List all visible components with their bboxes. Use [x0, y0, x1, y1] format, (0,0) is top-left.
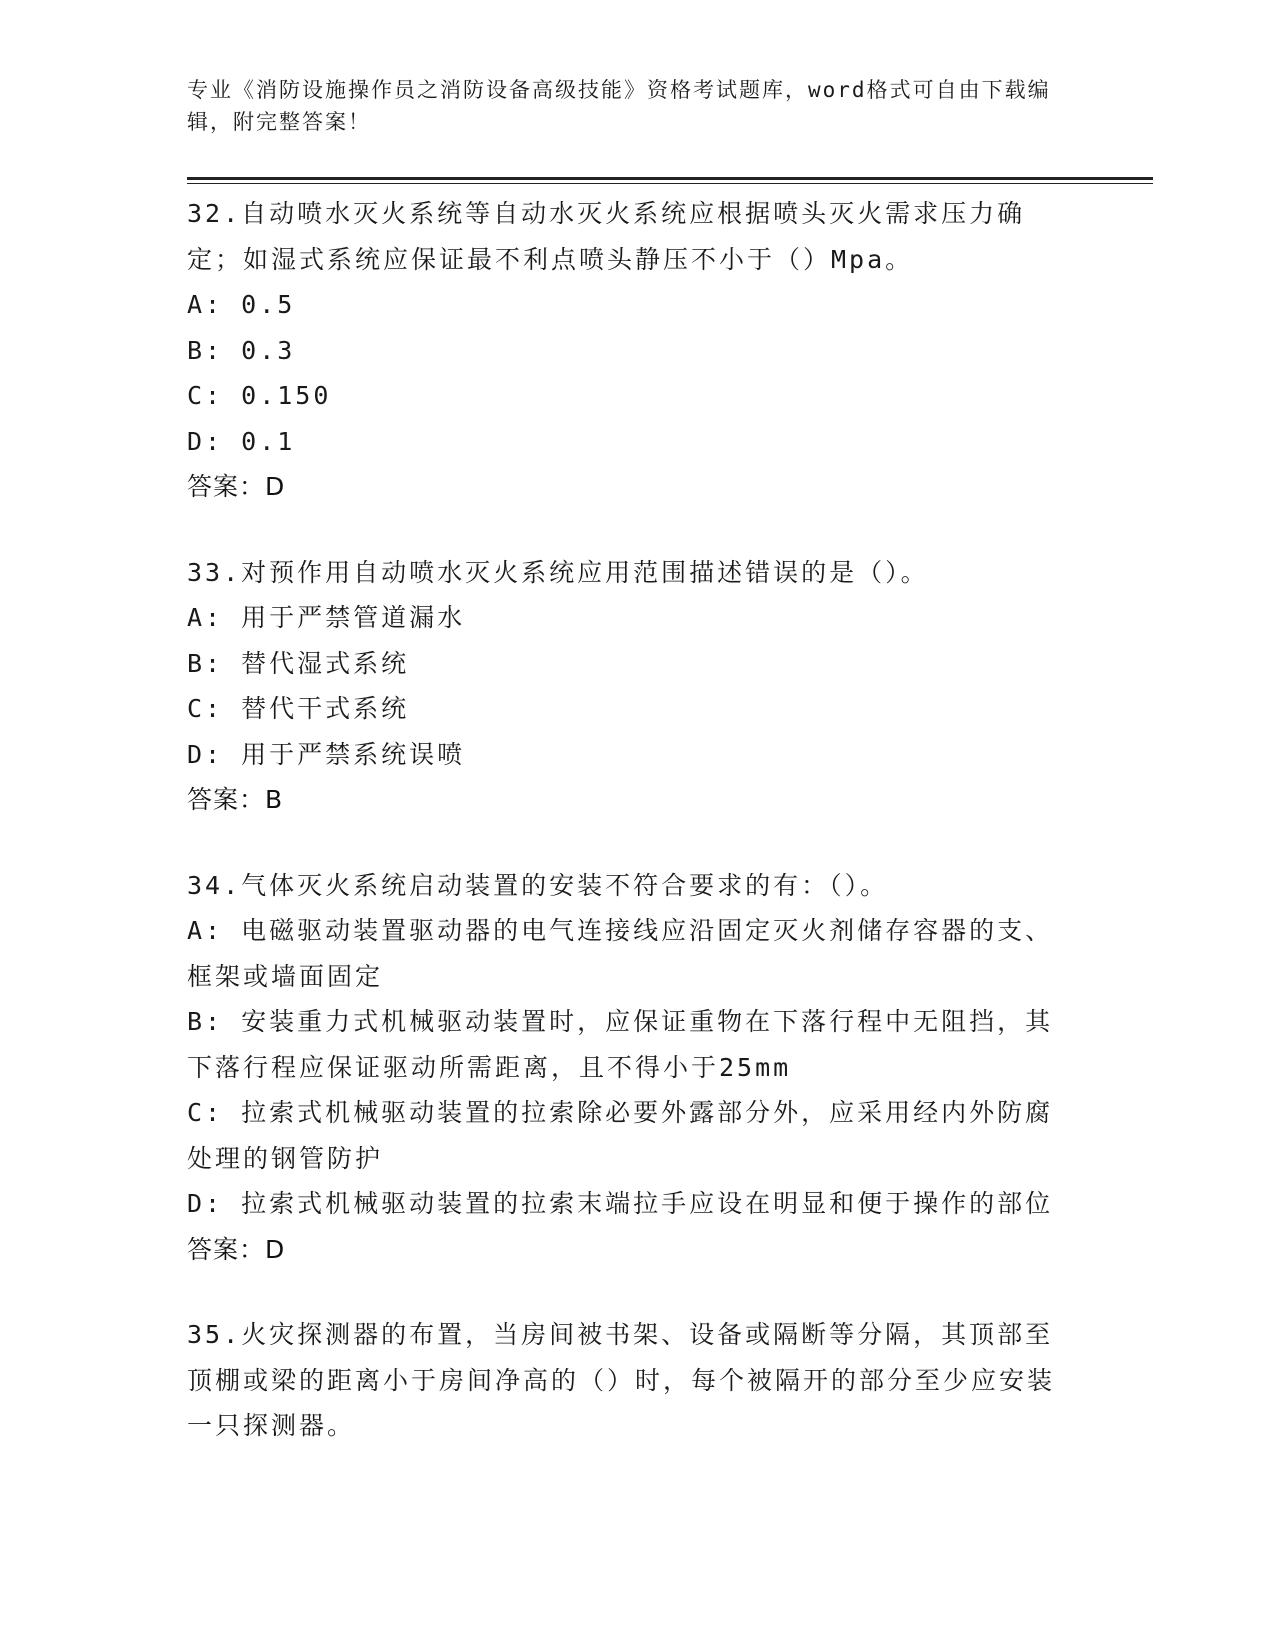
option-c: C: 替代干式系统	[187, 694, 410, 723]
option-b: B: 替代湿式系统	[187, 648, 410, 678]
question-stem: 34.气体灭火系统启动装置的安装不符合要求的有：（）。	[187, 870, 889, 900]
option-a: A: 电磁驱动装置驱动器的电气连接线应沿固定灭火剂储存容器的支、框架或墙面固定	[187, 916, 1054, 991]
document-header: 专业《消防设施操作员之消防设备高级技能》资格考试题库，word格式可自由下载编辑，附完整答案！	[187, 78, 1051, 134]
answer-line: 答案：B	[187, 785, 284, 814]
question-32	[187, 191, 1077, 510]
question-35	[187, 1312, 1077, 1449]
answer-line: 答案：D	[187, 1234, 286, 1264]
option-d: D: 拉索式机械驱动装置的拉索末端拉手应设在明显和便于操作的部位	[187, 1189, 1054, 1218]
question-stem: 35.火灾探测器的布置，当房间被书架、设备或隔断等分隔，其顶部至顶棚或梁的距离小于房间净高的（）时，每个被隔开的部分至少应安装一只探测器。	[187, 1320, 1056, 1440]
option-a: A: 0.5	[187, 290, 296, 319]
question-34	[187, 863, 1077, 1273]
option-c: C: 拉索式机械驱动装置的拉索除必要外露部分外，应采用经内外防腐处理的钢管防护	[187, 1098, 1054, 1173]
option-d: D: 0.1	[187, 426, 296, 456]
question-stem: 33.对预作用自动喷水灭火系统应用范围描述错误的是（）。	[187, 557, 929, 587]
header-divider-thin	[187, 183, 1153, 184]
question-33	[187, 550, 1077, 823]
question-stem: 32.自动喷水灭火系统等自动水灭火系统应根据喷头灭火需求压力确定；如湿式系统应保证最不利点喷头静压不小于（）Mpa。	[187, 199, 1026, 274]
header-divider-thick	[187, 177, 1153, 180]
option-b: B: 0.3	[187, 335, 296, 365]
answer-line: 答案：D	[187, 472, 286, 501]
option-b: B: 安装重力式机械驱动装置时，应保证重物在下落行程中无阻挡，其下落行程应保证驱动所需距离，且不得小于25mm	[187, 1007, 1054, 1082]
option-c: C: 0.150	[187, 381, 332, 410]
option-d: D: 用于严禁系统误喷	[187, 739, 466, 769]
question-list	[187, 191, 1077, 1489]
option-a: A: 用于严禁管道漏水	[187, 603, 466, 632]
